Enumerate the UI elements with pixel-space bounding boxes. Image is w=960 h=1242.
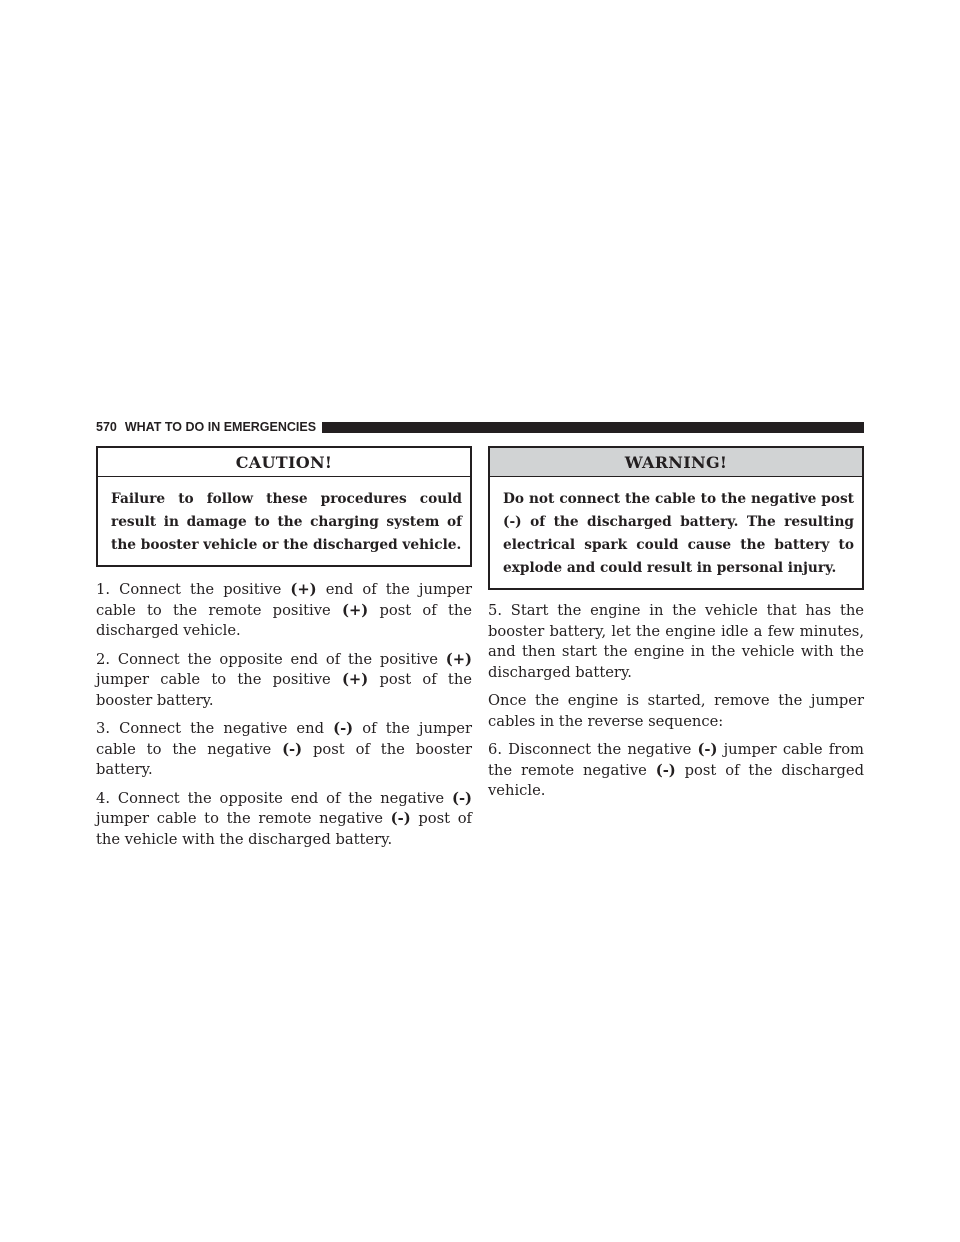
right-column	[488, 446, 864, 802]
step-4: 4. Connect the opposite end of the negative (-) jumper cable to the remote negative (-) post of the vehicle with the discharged battery.	[96, 789, 472, 848]
left-column	[96, 446, 472, 850]
step-1: 1. Connect the positive (+) end of the jumper cable to the remote positive (+) post of the discharged vehicle.	[96, 581, 472, 639]
section-title: WHAT TO DO IN EMERGENCIES	[124, 420, 317, 434]
step-3: 3. Connect the negative end (-) of the jumper cable to the negative (-) post of the booster battery.	[96, 720, 472, 778]
warning-body: Do not connect the cable to the negative post (-) of the discharged battery. The resulting electrical spark could cause the battery to explode and could result in personal injury.	[503, 491, 854, 576]
once-started-text: Once the engine is started, remove the jumper cables in the reverse sequence:	[488, 692, 864, 730]
warning-box	[488, 446, 864, 590]
header-rule	[322, 422, 864, 433]
warning-title: WARNING!	[490, 448, 862, 477]
page-number: 570	[96, 420, 117, 434]
caution-box	[96, 446, 472, 567]
page-header	[96, 418, 864, 436]
step-6: 6. Disconnect the negative (-) jumper cable from the remote negative (-) post of the discharged vehicle.	[488, 741, 864, 799]
caution-body: Failure to follow these procedures could result in damage to the charging system of the booster vehicle or the discharged vehicle.	[111, 491, 462, 553]
step-5: 5. Start the engine in the vehicle that has the booster battery, let the engine idle a few minutes, and then start the engine in the vehicle with the discharged battery.	[488, 602, 864, 681]
step-2: 2. Connect the opposite end of the positive (+) jumper cable to the positive (+) post of the booster battery.	[96, 650, 472, 709]
caution-title: CAUTION!	[98, 448, 470, 477]
